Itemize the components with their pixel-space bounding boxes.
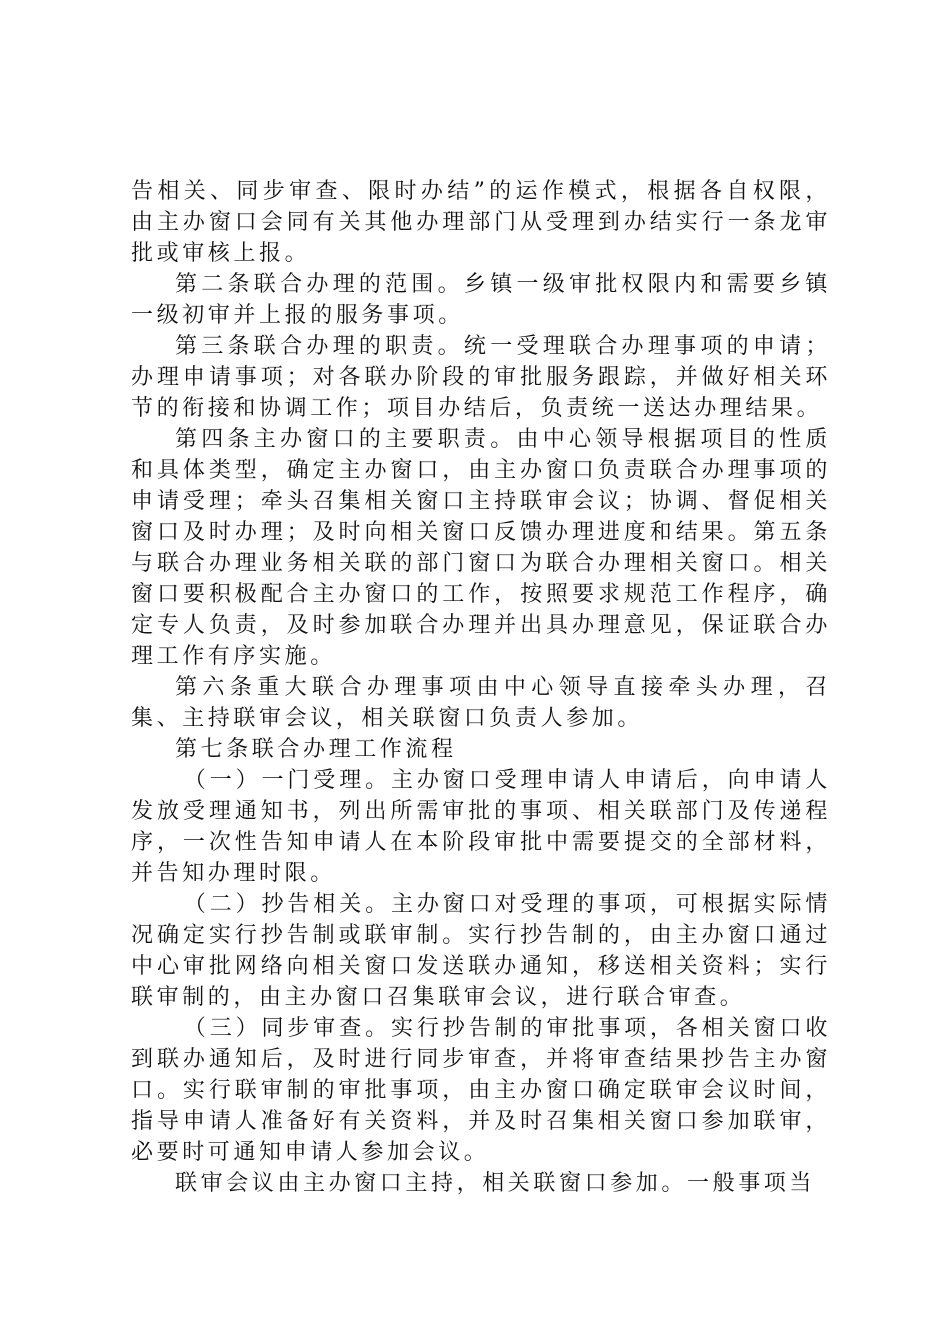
paragraph-article-2: 第二条联合办理的范围。乡镇一级审批权限内和需要乡镇一级初审并上报的服务事项。: [131, 272, 831, 328]
paragraph-article-3: 第三条联合办理的职责。统一受理联合办理事项的申请；办理申请事项；对各联办阶段的审批服务跟踪，并做好相关环节的衔接和协调工作；项目办结后，负责统一送达办理结果。: [131, 334, 831, 421]
document-body: [131, 176, 831, 1199]
paragraph-article-7-heading: 第七条联合办理工作流程: [175, 737, 457, 762]
paragraph-step-1: （一）一门受理。主办窗口受理申请人申请后，向申请人发放受理通知书，列出所需审批的事项、相关联部门及传递程序，一次性告知申请人在本阶段审批中需要提交的全部材料，并告知办理时限。: [131, 768, 831, 886]
paragraph-joint-review-meeting: 联审会议由主办窗口主持，相关联窗口参加。一般事项当: [175, 1171, 816, 1196]
paragraph-step-3: （三）同步审查。实行抄告制的审批事项，各相关窗口收到联办通知后，及时进行同步审查，并将审查结果抄告主办窗口。实行联审制的审批事项，由主办窗口确定联审会议时间，指导申请人准备好有关资料，并及时召集相关窗口参加联审，必要时可通知申请人参加会议。: [131, 1016, 831, 1165]
paragraph-article-6: 第六条重大联合办理事项由中心领导直接牵头办理，召集、主持联审会议，相关联窗口负责人参加。: [131, 675, 831, 731]
paragraph-article-4-5: 第四条主办窗口的主要职责。由中心领导根据项目的性质和具体类型，确定主办窗口，由主办窗口负责联合办理事项的申请受理；牵头召集相关窗口主持联审会议；协调、督促相关窗口及时办理；及时向相关窗口反馈办理进度和结果。第五条与联合办理业务相关联的部门窗口为联合办理相关窗口。相关窗口要积极配合主办窗口的工作，按照要求规范工作程序，确定专人负责，及时参加联合办理并出具办理意见，保证联合办理工作有序实施。: [131, 427, 831, 669]
paragraph-continuation: 告相关、同步审查、限时办结”的运作模式，根据各自权限，由主办窗口会同有关其他办理部门从受理到办结实行一条龙审批或审核上报。: [131, 179, 831, 266]
paragraph-step-2: （二）抄告相关。主办窗口对受理的事项，可根据实际情况确定实行抄告制或联审制。实行抄告制的，由主办窗口通过中心审批网络向相关窗口发送联办通知，移送相关资料；实行联审制的，由主办窗口召集联审会议，进行联合审查。: [131, 892, 831, 1010]
